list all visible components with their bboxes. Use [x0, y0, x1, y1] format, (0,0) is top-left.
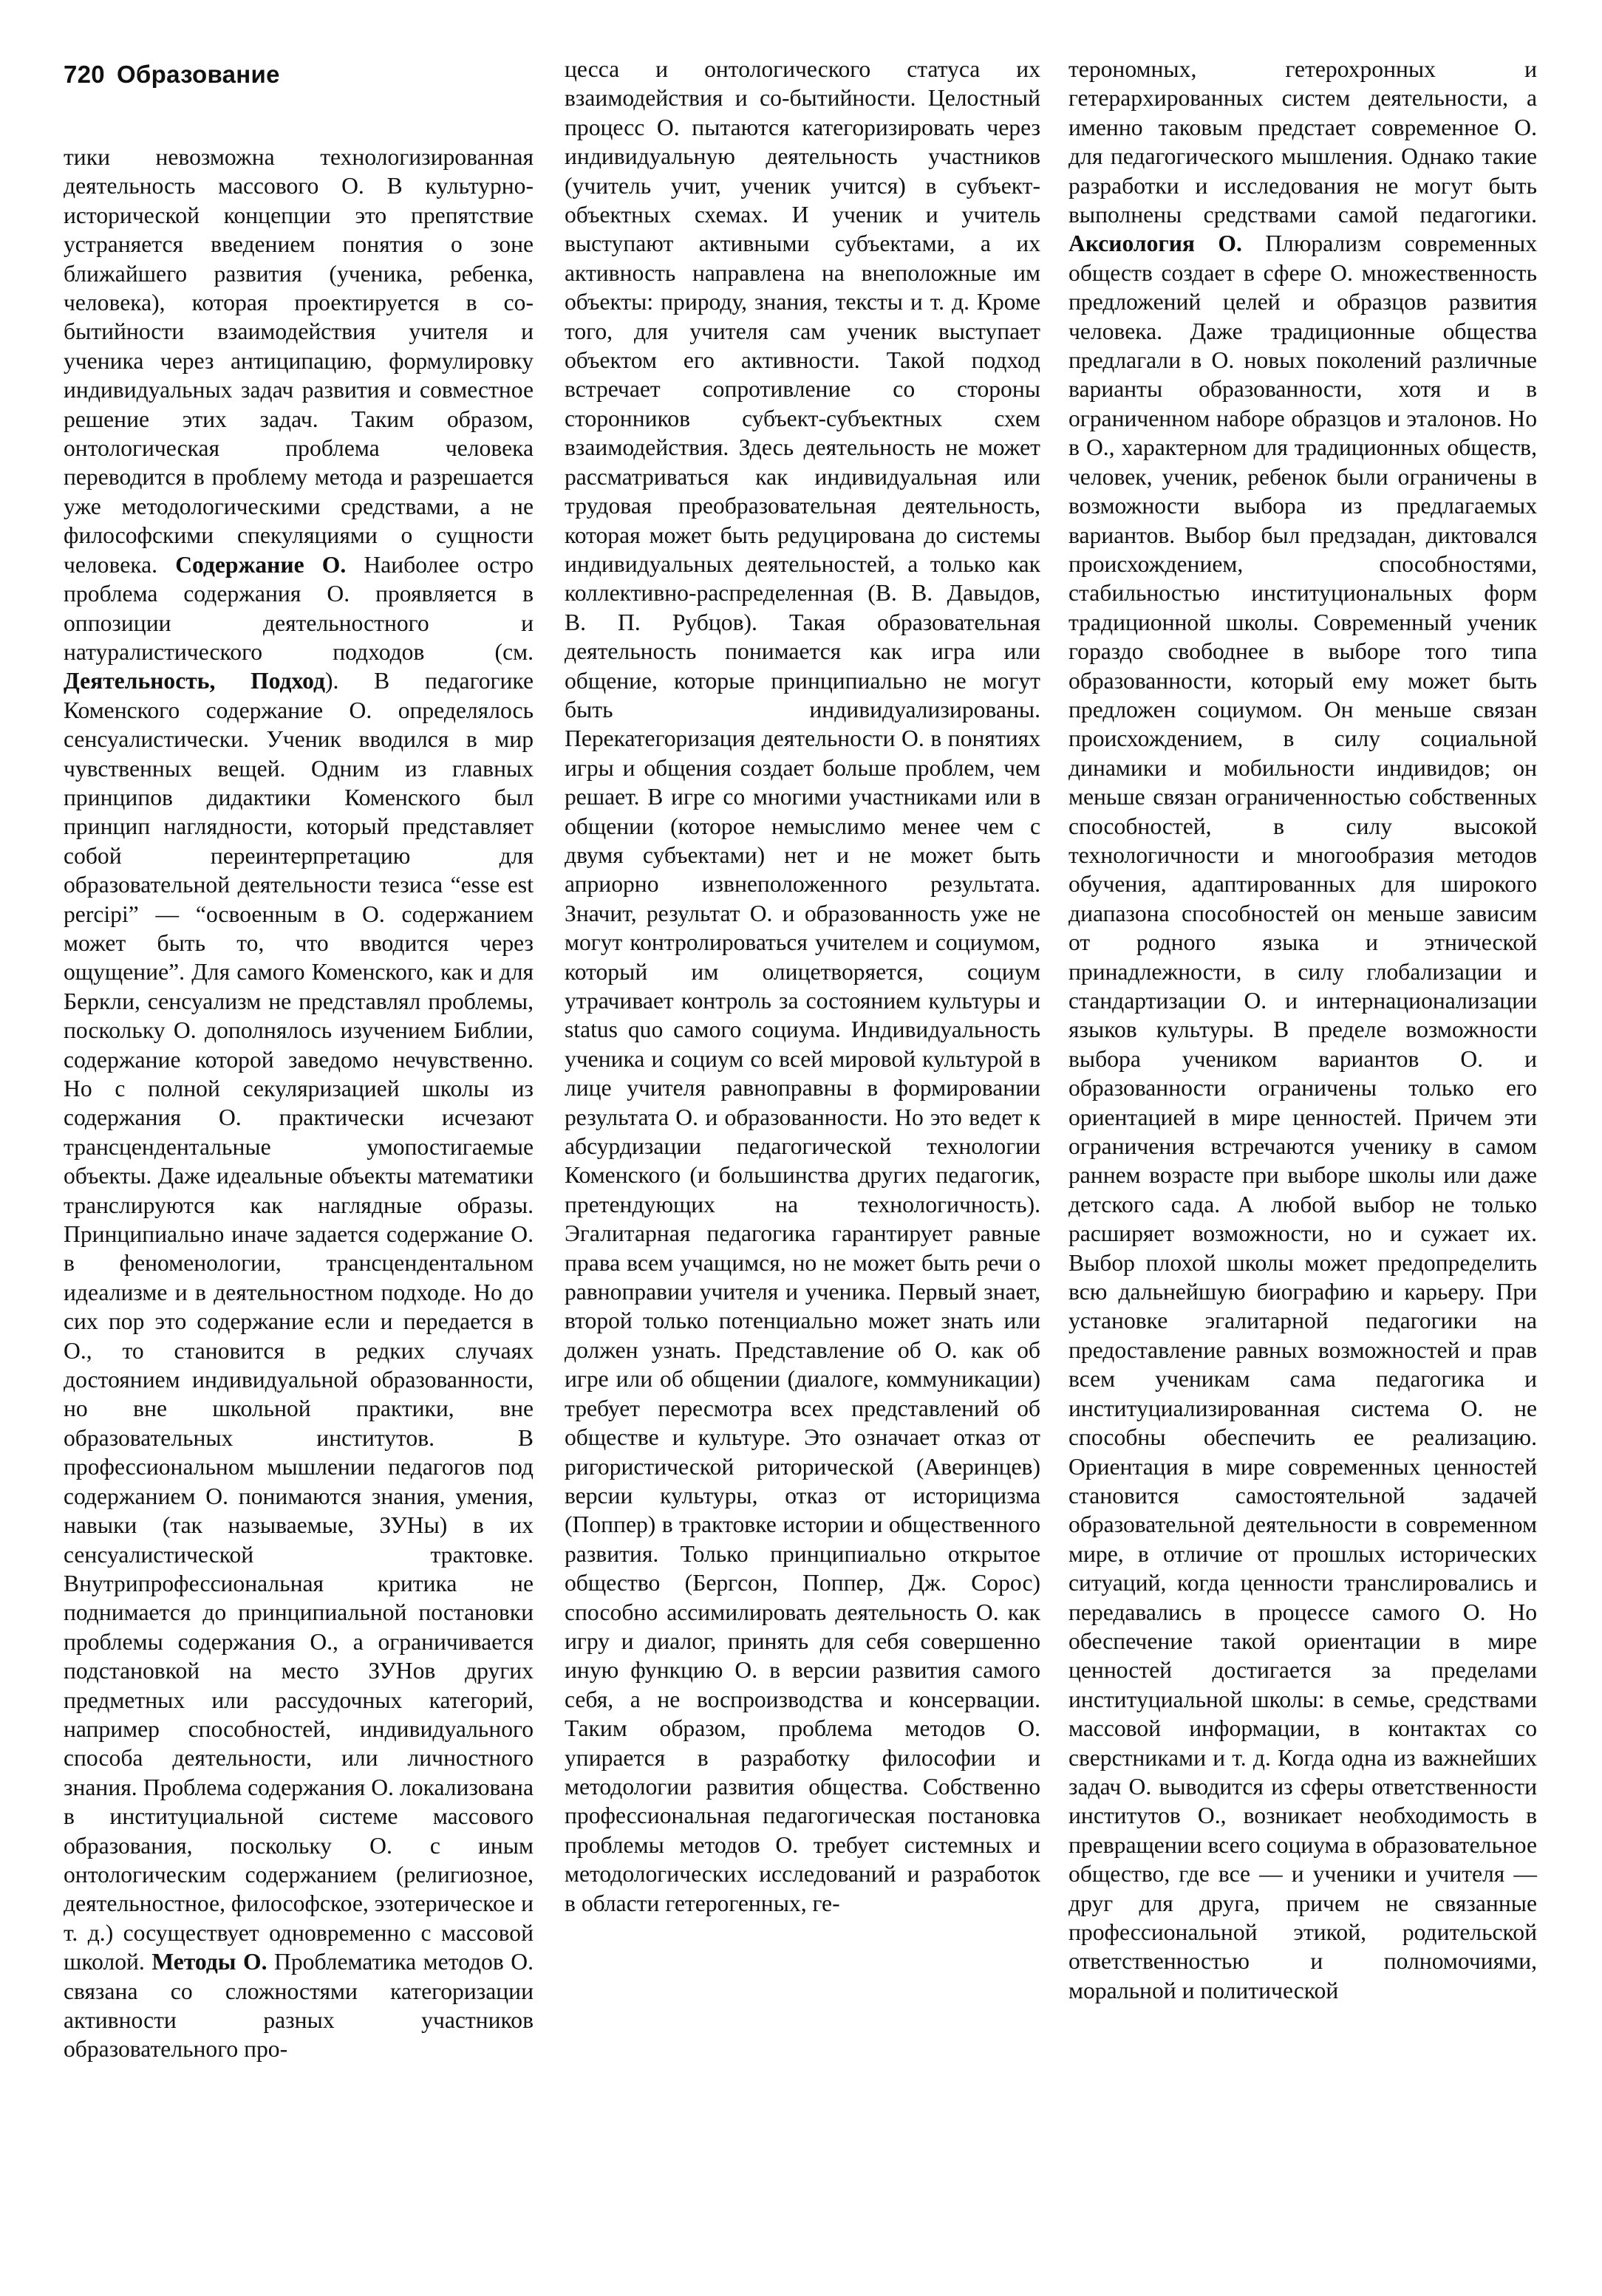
subheading-content: Содержание О.: [175, 551, 347, 578]
body-text: ). В педагогике Коменского содержание О. определялось сенсуалистически. Ученик вводился в мир чувственных вещей. Одним из главных принципов дидактики Коменского был принцип наглядности, который представляет собой переинтерпретацию для образовательной деятельности тезиса “esse est percipi” — “освоенным в О. содержанием может быть то, что вводится через ощущение”. Для самого Коменского, как и для Беркли, сенсуализм не представлял проблемы, поскольку О. дополнялось изучением Библии, содержание которой заведомо нечувственно. Но с полной секуляризацией школы из содержания О. практически исчезают трансцендентальные умопостигаемые объекты. Даже идеальные объекты математики транслируются как наглядные образы. Принципиально иначе задается содержание О. в феноменологии, трансцендентальном идеализме и в деятельностном подходе. Но до сих пор это содержание если и передается в О., то становится в редких случаях достоянием индивидуальной образованности, но вне школьной практики, вне образовательных институтов. В профессиональном мышлении педагогов под содержанием О. понимаются знания, умения, навыки (так называемые, ЗУНы) в их сенсуалистической трактовке. Внутрипрофессиональная критика не поднимается до принципиальной постановки проблемы содержания О., а ограничивается подстановкой на место ЗУНов других предметных или рассудочных категорий, например способностей, индивидуального способа деятельности, или личностного знания. Проблема содержания О. локализована в институциальной системе массового образования, поскольку О. с иным онтологическим содержанием (религиозное, деятельностное, философское, эзотерическое и т. д.) сосуществует одновременно с массовой школой.: [64, 668, 534, 1975]
subheading-methods: Методы О.: [151, 1949, 267, 1975]
body-text: Проблематика методов О. связана со сложностями категоризации активности разных участников образовательного про-: [64, 1949, 534, 2063]
cross-reference: Деятельность, Подход: [64, 668, 325, 694]
text-column-2: [565, 55, 1040, 1918]
body-text: тики невозможна технологизированная деятельность массового О. В культурно-исторической концепции это препятствие устраняется введением понятия о зоне ближайшего развития (ученика, ребенка, человека), которая проектируется в со-бытийности взаимодействия учителя и ученика через антиципацию, формулировку индивидуальных задач развития и совместное решение этих задач. Таким образом, онтологическая проблема человека переводится в проблему метода и разрешается уже методологическими средствами, а не философскими спекуляциями о сущности человека.: [64, 144, 534, 578]
paragraph: [64, 143, 534, 2064]
section-title: Образование: [116, 61, 280, 88]
body-text: цесса и онтологического статуса их взаимодействия и со-бытийности. Целостный процесс О. пытаются категоризировать через индивидуальную деятельность участников (учитель учит, ученик учится) в субъект-объектных схемах. И ученик и учитель выступают активными субъектами, а их активность направлена на внеположные им объекты: природу, знания, тексты и т. д. Кроме того, для учителя сам ученик выступает объектом его активности. Такой подход встречает сопротивление со стороны сторонников субъект-субъектных схем взаимодействия. Здесь деятельность не может рассматриваться как индивидуальная или трудовая преобразовательная деятельность, которая может быть редуцирована до системы индивидуальных деятельностей, а только как коллективно-распределенная (В. В. Давыдов, В. П. Рубцов). Такая образовательная деятельность понимается как игра или общение, которые принципиально не могут быть индивидуализированы. Перекатегоризация деятельности О. в понятиях игры и общения создает больше проблем, чем решает. В игре со многими участниками или в общении (которое немыслимо менее чем с двумя субъектами) нет и не может быть априорно извнеположенного результата. Значит, результат О. и образованность уже не могут контролироваться учителем и социумом, который им олицетворяется, социум утрачивает контроль за состоянием культуры и status quo самого социума. Индивидуальность ученика и социум со всей мировой культурой в лице учителя равноправны в формировании результата О. и образованности. Но это ведет к абсурдизации педагогической технологии Коменского (и большинства других педагогик, претендующих на технологичность). Эгалитарная педагогика гарантирует равные права всем учащимся, но не может быть речи о равноправии учителя и ученика. Первый знает, второй только потенциально может знать или должен узнать. Представление об О. как об игре или об общении (диалоге, коммуникации) требует пересмотра всех представлений об обществе и культуре. Это означает отказ от ригористической риторической (Аверинцев) версии культуры, отказ от историцизма (Поппер) в трактовке истории и общественного развития. Только принципиально открытое общество (Бергсон, Поппер, Дж. Сорос) способно ассимилировать деятельность О. как игру и диалог, принять для себя совершенно иную функцию О. в версии развития самого себя, а не воспроизводства и консервации. Таким образом, проблема методов О. упирается в разработку философии и методологии развития общества. Собственно профессиональная педагогическая постановка проблемы методов О. требует системных и методологических исследований и разработок в области гетерогенных, ге-: [565, 56, 1040, 1916]
text-column-1: [64, 143, 534, 2064]
running-head: [64, 61, 280, 89]
text-column-3: [1068, 55, 1537, 2005]
paragraph: [1068, 55, 1537, 2005]
body-text: Плюрализм современных обществ создает в сфере О. множественность предложений целей и образцов развития человека. Даже традиционные общества предлагали в О. новых поколений различные варианты образованности, хотя и в ограниченном наборе образцов и эталонов. Но в О., характерном для традиционных обществ, человек, ученик, ребенок были ограничены в возможности выбора из предлагаемых вариантов. Выбор был предзадан, диктовался происхождением, способностями, стабильностью институциональных форм традиционной школы. Современный ученик гораздо свободнее в выборе того типа образованности, который ему может быть предложен социумом. Он меньше связан происхождением, в силу социальной динамики и мобильности индивидов; он меньше связан ограниченностью собственных способностей, в силу высокой технологичности и многообразия методов обучения, адаптированных для широкого диапазона способностей он меньше зависим от родного языка и этнической принадлежности, в силу глобализации и стандартизации О. и интернационализации языков культуры. В пределе возможности выбора учеником вариантов О. и образованности ограничены только его ориентацией в мире ценностей. Причем эти ограничения встречаются ученику в самом раннем возрасте при выборе школы или даже детского сада. А любой выбор не только расширяет возможности, но и сужает их. Выбор плохой школы может предопределить всю дальнейшую биографию и карьеру. При установке эгалитарной педагогики на предоставление равных возможностей и прав всем ученикам сама педагогика и институциализированная система О. не способны обеспечить ее реализацию. Ориентация в мире современных ценностей становится самостоятельной задачей образовательной деятельности в современном мире, в отличие от прошлых исторических ситуаций, когда ценности транслировались и передавались в процессе самого О. Но обеспечение такой ориентации в мире ценностей достигается за пределами институциальной школы: в семье, средствами массовой информации, в контактах со сверстниками и т. д. Когда одна из важнейших задач О. выводится из сферы ответственности институтов О., возникает необходимость в превращении всего социума в образовательное общество, где все — и ученики и учителя — друг для друга, причем не связанные профессиональной этикой, родительской ответственностью и полномочиями, моральной и политической: [1068, 230, 1537, 2003]
subheading-axiology: Аксиология О.: [1068, 230, 1242, 257]
body-text: Наиболее остро проблема содержания О. проявляется в оппозиции деятельностного и натуралистического подходов (см.: [64, 551, 534, 665]
paragraph: [565, 55, 1040, 1918]
page-number: 720: [64, 61, 105, 88]
body-text: терономных, гетерохронных и гетерархированных систем деятельности, а именно таковым предстает современное О. для педагогического мышления. Однако такие разработки и исследования не могут быть выполнены средствами самой педагогики.: [1068, 56, 1537, 228]
